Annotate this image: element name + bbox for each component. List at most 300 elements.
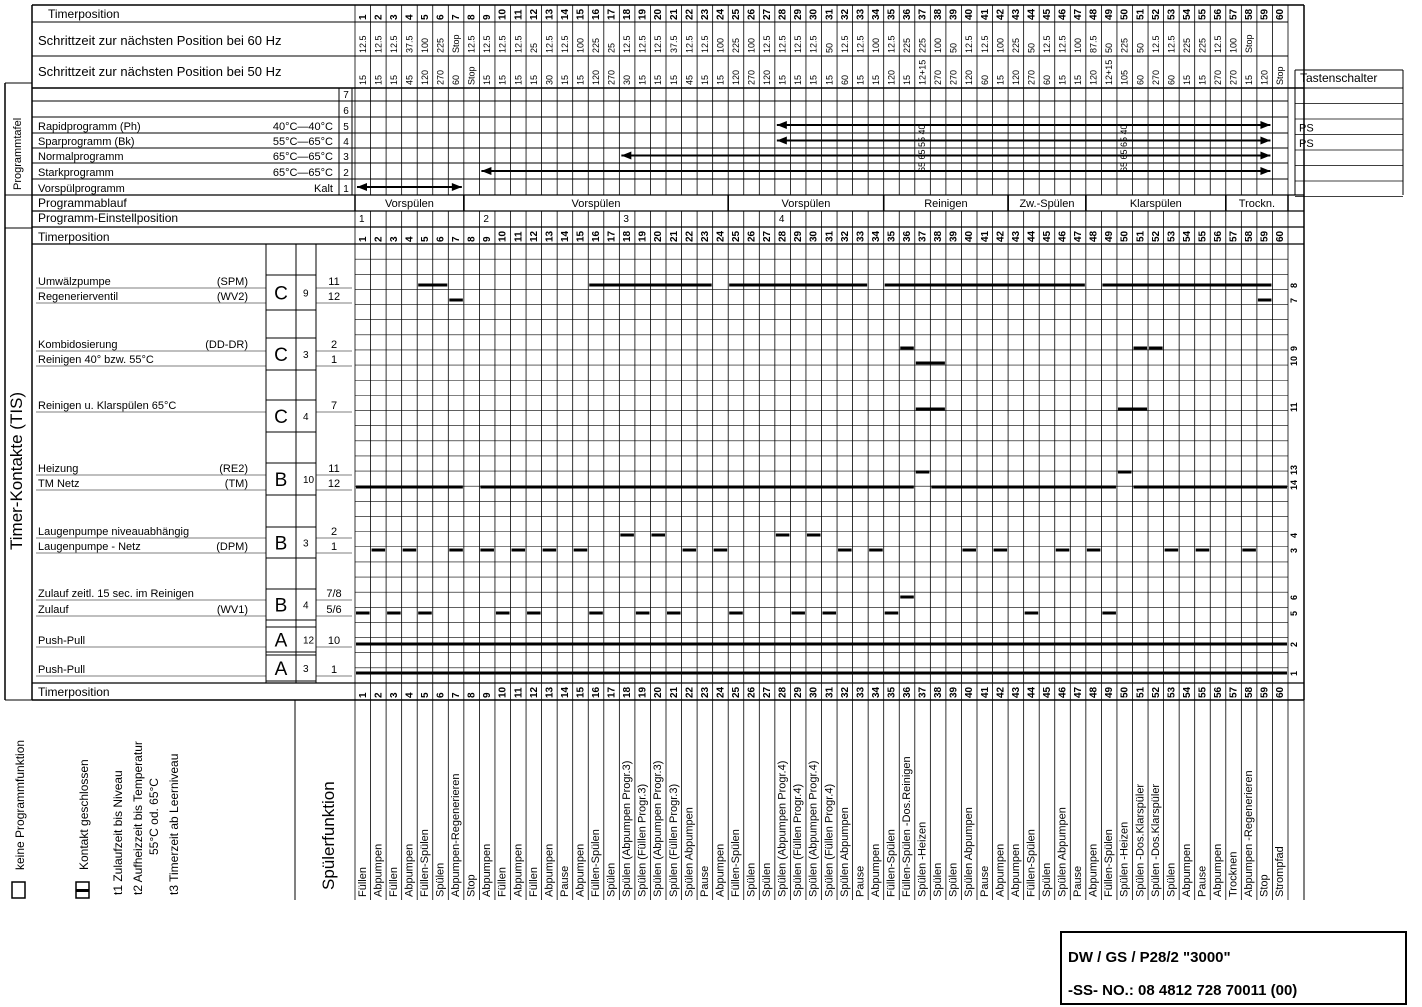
group-number: 4 <box>303 412 309 423</box>
timerposition-number: 17 <box>606 230 618 242</box>
timerposition-number: 1 <box>357 236 369 242</box>
program-name: Sparprogramm (Bk) <box>38 136 135 148</box>
step-60hz-value: 12.5 <box>777 35 788 53</box>
contact-number: 1 <box>330 354 338 366</box>
header-position-number: 18 <box>622 8 634 20</box>
header-position-number: 2 <box>373 14 385 20</box>
timerposition-number: 59 <box>1259 230 1271 242</box>
timerposition-mid-label: Timerposition <box>38 230 110 244</box>
contact-closed-bar <box>714 549 728 552</box>
timerposition-number: 36 <box>902 230 914 242</box>
header-position-number: 31 <box>824 8 836 20</box>
contact-code: (DPM) <box>216 541 248 553</box>
contact-number: 7/8 <box>326 588 342 600</box>
contact-closed-bar <box>403 549 417 552</box>
step-60hz-value: 12.5 <box>964 35 975 53</box>
strompfad-number: 10 <box>1289 355 1299 366</box>
step-50hz-value: 15 <box>528 74 539 85</box>
timerposition-bottom-number: 9 <box>482 692 494 698</box>
step-50hz-value: 15 <box>793 74 804 85</box>
step-60hz-value: 100 <box>1073 37 1084 53</box>
timerposition-bottom-number: 57 <box>1228 686 1240 698</box>
timerposition-number: 20 <box>653 230 665 242</box>
step-50hz-value: 15 <box>855 74 866 85</box>
timerposition-number: 47 <box>1073 230 1085 242</box>
function-label: Spülen Abpumpen <box>1056 807 1069 897</box>
step-60hz-value: 100 <box>419 37 430 53</box>
legend-t1: t1 Zulaufzeit bis Niveau <box>111 770 125 895</box>
timerposition-bottom-number: 20 <box>653 686 665 698</box>
header-position-number: 55 <box>1197 8 1209 20</box>
timerposition-bottom-number: 23 <box>699 686 711 698</box>
step-50hz-value: 120 <box>762 69 773 85</box>
timerposition-number: 58 <box>1244 230 1256 242</box>
arrow-head <box>777 137 787 145</box>
step-50hz-value: 120 <box>730 69 741 85</box>
function-label: Spülen (Füllen Progr.3) <box>667 783 680 897</box>
function-label: Füllen-Spülen <box>418 829 431 897</box>
program-temp: Kalt <box>314 183 333 195</box>
contact-name: Push-Pull <box>38 635 86 647</box>
header-position-number: 42 <box>995 8 1007 20</box>
step-60hz-value: 12.5 <box>699 35 710 53</box>
contact-closed-bar <box>1134 486 1288 489</box>
function-label: Abpumpen <box>1180 843 1193 897</box>
step-50hz-value: 15 <box>668 74 679 85</box>
contact-number: 10 <box>327 635 341 647</box>
timerposition-number: 29 <box>793 230 805 242</box>
timerposition-number: 57 <box>1228 230 1240 242</box>
contact-closed-bar <box>1149 347 1163 350</box>
step-50hz-value: 60 <box>1166 74 1177 85</box>
timerposition-bottom-number: 50 <box>1119 686 1131 698</box>
header-position-number: 37 <box>917 8 929 20</box>
step-60hz-value: 12.5 <box>1057 35 1068 53</box>
contact-closed-bar <box>1196 549 1210 552</box>
contact-closed-bar <box>667 612 681 615</box>
contact-closed-bar <box>869 549 883 552</box>
contact-number: 11 <box>328 276 340 288</box>
step-50hz-value: 270 <box>435 69 446 85</box>
function-label: Pause <box>698 865 711 897</box>
contact-closed-bar <box>418 612 432 615</box>
header-position-number: 35 <box>886 8 898 20</box>
step-50hz-value: 15 <box>870 74 881 85</box>
contact-closed-bar <box>729 612 743 615</box>
arrow-head <box>452 183 462 191</box>
function-label: Stop <box>1258 874 1271 897</box>
header-position-number: 44 <box>1026 8 1038 20</box>
step-50hz-value: 15 <box>357 74 368 85</box>
contact-number: 1 <box>330 541 338 553</box>
header-position-number: 38 <box>933 8 945 20</box>
header-position-number: 26 <box>746 8 758 20</box>
timerposition-number: 41 <box>979 230 991 242</box>
header-position-number: 12 <box>528 8 540 20</box>
contact-closed-bar <box>1165 549 1179 552</box>
doc-id-line2: -SS- NO.: 08 4812 728 70011 (00) <box>1068 982 1298 999</box>
step-50hz-value: 120 <box>1010 69 1021 85</box>
function-label: Abpumpen <box>403 843 416 897</box>
program-number: 6 <box>343 106 349 117</box>
arrow-temps: 65 65 55 40 <box>916 124 927 172</box>
header-position-number: 30 <box>808 8 820 20</box>
timerposition-bottom-number: 1 <box>357 692 369 698</box>
function-label: Spülen <box>947 862 960 897</box>
timerposition-number: 50 <box>1119 230 1131 242</box>
contact-closed-bar <box>1242 549 1256 552</box>
timerposition-number: 25 <box>730 230 742 242</box>
program-number: 4 <box>343 137 349 148</box>
contact-closed-bar <box>449 549 463 552</box>
timerposition-bottom-number: 16 <box>591 686 603 698</box>
step-50hz-value: 12+15 <box>1104 59 1115 85</box>
contact-name: Laugenpumpe niveauabhängig <box>38 526 190 538</box>
group-number: 12 <box>303 635 315 647</box>
timerposition-number: 37 <box>917 230 929 242</box>
arrow-head <box>357 183 367 191</box>
step-60hz-value: 225 <box>435 37 446 53</box>
header-position-number: 7 <box>451 14 463 20</box>
group-letter: A <box>274 630 288 652</box>
contact-name: Reinigen 40° bzw. 55°C <box>38 354 154 366</box>
timerposition-number: 44 <box>1026 230 1038 242</box>
group-letter: B <box>274 533 288 555</box>
timerposition-bottom-number: 24 <box>715 686 727 698</box>
timerposition-bottom-number: 42 <box>995 686 1007 698</box>
program-number: 7 <box>343 90 349 101</box>
timerposition-number: 8 <box>466 236 478 242</box>
timerposition-number: 52 <box>1150 230 1162 242</box>
contact-closed-bar <box>527 612 541 615</box>
header-position-number: 33 <box>855 8 867 20</box>
contact-closed-bar <box>916 408 945 411</box>
header-position-number: 16 <box>591 8 603 20</box>
step-50hz-value: 15 <box>497 74 508 85</box>
timerposition-bottom-number: 38 <box>933 686 945 698</box>
timerposition-number: 10 <box>497 230 509 242</box>
header-position-number: 36 <box>902 8 914 20</box>
function-label: Pause <box>1196 865 1209 897</box>
step-60hz-value: 100 <box>715 37 726 53</box>
step-50hz-value: 105 <box>1119 69 1130 85</box>
group-number: 10 <box>303 475 315 486</box>
group-letter: C <box>274 407 288 428</box>
contact-closed-bar <box>356 643 1287 646</box>
step-60hz-value: 225 <box>902 37 913 53</box>
header-position-number: 53 <box>1166 8 1178 20</box>
timerposition-bottom-number: 28 <box>777 686 789 698</box>
contact-name: Push-Pull <box>38 664 86 676</box>
timerposition-bottom-number: 15 <box>575 686 587 698</box>
group-letter: C <box>274 345 288 366</box>
step-50hz-value: 15 <box>1197 74 1208 85</box>
step-50hz-value: 15 <box>1181 74 1192 85</box>
contact-code: (WV2) <box>216 291 248 303</box>
contact-closed-bar <box>962 549 976 552</box>
function-label: Füllen <box>496 867 509 897</box>
step-60hz-value: Stop <box>451 34 462 53</box>
step-60hz-value: 225 <box>917 37 928 53</box>
timerposition-number: 6 <box>435 236 447 242</box>
header-position-number: 32 <box>839 8 851 20</box>
contact-closed-bar <box>900 596 914 599</box>
timerposition-number: 43 <box>1010 230 1022 242</box>
timerposition-bottom-number: 52 <box>1150 686 1162 698</box>
step-50hz-value: 15 <box>373 74 384 85</box>
timerposition-bottom-number: 25 <box>730 686 742 698</box>
labels <box>38 8 1314 897</box>
header-position-number: 50 <box>1119 8 1131 20</box>
header-position-number: 41 <box>979 8 991 20</box>
function-label: Strompfad <box>1274 846 1287 897</box>
timerposition-bottom-number: 3 <box>388 692 400 698</box>
strompfad-number: 8 <box>1289 282 1299 288</box>
header-position-number: 17 <box>606 8 618 20</box>
contact-closed-bar <box>823 612 837 615</box>
step-60hz-value: 12.5 <box>466 35 477 53</box>
step-50hz-value: Stop <box>466 66 477 85</box>
timerposition-bottom-number: 4 <box>404 692 416 698</box>
header-position-number: 40 <box>964 8 976 20</box>
step-50hz-value: 120 <box>419 69 430 85</box>
function-label: Füllen <box>387 867 400 897</box>
timerposition-bottom-number: 8 <box>466 692 478 698</box>
step-60hz-value: 12.5 <box>637 35 648 53</box>
arrow-head <box>1260 121 1270 129</box>
contact-code: (TM) <box>224 478 248 490</box>
step-60hz-value: 225 <box>1197 37 1208 53</box>
step-50hz-value: 15 <box>777 74 788 85</box>
function-label: Abpumpen <box>1212 843 1225 897</box>
function-label: Spülen (Abpumpen Progr.4) <box>776 760 789 897</box>
timerposition-bottom-number: 60 <box>1275 686 1287 698</box>
step-60hz-value: 12.5 <box>373 35 384 53</box>
function-label: Abpumpen <box>714 843 727 897</box>
contact-name: TM Netz <box>38 478 80 490</box>
step-60hz-label: Schrittzeit zur nächsten Position bei 60 Hz <box>38 33 282 48</box>
function-label: Spülen -Heizen <box>916 821 929 897</box>
step-50hz-value: 15 <box>995 74 1006 85</box>
header-position-number: 34 <box>870 8 882 20</box>
function-label: Füllen-Spülen <box>1025 829 1038 897</box>
header-position-number: 9 <box>482 14 494 20</box>
timerposition-bottom-number: 43 <box>1010 686 1022 698</box>
timerposition-bottom-number: 46 <box>1057 686 1069 698</box>
timerposition-bottom-number: 22 <box>684 686 696 698</box>
header-position-number: 51 <box>1135 8 1147 20</box>
function-label: Abpumpen <box>1009 843 1022 897</box>
header-position-number: 39 <box>948 8 960 20</box>
header-position-number: 5 <box>419 14 431 20</box>
contact-closed-bar <box>885 612 899 615</box>
header-position-number: 29 <box>793 8 805 20</box>
step-60hz-value: 100 <box>575 37 586 53</box>
group-number: 4 <box>303 600 309 612</box>
legend-empty-box <box>12 882 25 898</box>
step-60hz-value: 12.5 <box>559 35 570 53</box>
contact-closed-bar <box>418 284 447 287</box>
timerposition-bottom-number: 14 <box>559 686 571 698</box>
strompfad-number: 13 <box>1289 464 1299 475</box>
contact-closed-bar <box>838 549 852 552</box>
step-50hz-value: 270 <box>933 69 944 85</box>
program-number: 1 <box>343 184 349 195</box>
contact-number: 1 <box>330 664 338 676</box>
step-60hz-value: 50 <box>824 42 835 53</box>
group-letter: B <box>274 470 288 491</box>
step-50hz-value: 15 <box>902 74 913 85</box>
timerposition-bottom-number: 39 <box>948 686 960 698</box>
contact-closed-bar <box>1025 612 1039 615</box>
arrow-head <box>777 121 787 129</box>
step-60hz-value: 12.5 <box>653 35 664 53</box>
contact-name: Heizung <box>38 463 79 475</box>
step-60hz-value: 225 <box>1010 37 1021 53</box>
step-50hz-value: 15 <box>637 74 648 85</box>
header-position-number: 43 <box>1010 8 1022 20</box>
group-number: 9 <box>303 288 309 300</box>
function-label: Abpumpen <box>574 843 587 897</box>
contact-number: 11 <box>328 463 340 475</box>
step-50hz-value: 270 <box>1213 69 1224 85</box>
function-label: Abpumpen-Regenerieren <box>450 773 463 897</box>
step-60hz-value: 12.5 <box>979 35 990 53</box>
contact-name: Kombidosierung <box>38 339 118 351</box>
function-label: Pause <box>978 865 991 897</box>
function-label: Füllen-Spülen <box>729 829 742 897</box>
function-label: Spülen (Füllen Progr.3) <box>636 783 649 897</box>
timerposition-bottom-number: 59 <box>1259 686 1271 698</box>
header-position-number: 49 <box>1104 8 1116 20</box>
phase-name: Klarspülen <box>1129 198 1182 210</box>
contact-closed-bar <box>885 284 1085 287</box>
strompfad-number: 2 <box>1289 641 1299 647</box>
timerposition-bottom-number: 56 <box>1213 686 1225 698</box>
contact-closed-bar <box>729 284 867 287</box>
timerposition-number: 60 <box>1275 230 1287 242</box>
timerposition-bottom-number: 34 <box>870 686 882 698</box>
step-50hz-value: 60 <box>1135 74 1146 85</box>
timerposition-number: 32 <box>839 230 851 242</box>
program-name: Normalprogramm <box>38 151 124 163</box>
step-60hz-value: 12.5 <box>684 35 695 53</box>
function-label: Abpumpen <box>512 843 525 897</box>
timerposition-bottom-number: 7 <box>451 692 463 698</box>
contact-closed-bar <box>683 549 697 552</box>
step-60hz-value: 50 <box>1135 42 1146 53</box>
contact-code: (DD-DR) <box>205 339 248 351</box>
contact-closed-bar <box>807 534 821 537</box>
program-temp: 65°C—65°C <box>272 151 333 163</box>
function-label: Abpumpen <box>372 843 385 897</box>
contact-closed-bar <box>1258 299 1272 302</box>
group-letter: C <box>274 283 288 305</box>
function-label: Abpumpen <box>1087 843 1100 897</box>
arrow-head <box>1260 137 1270 145</box>
timerposition-bottom-number: 33 <box>855 686 867 698</box>
timerposition-number: 23 <box>699 230 711 242</box>
einstell-mark: 3 <box>623 214 629 225</box>
contact-closed-bar <box>356 672 1287 675</box>
contact-closed-bar <box>496 612 510 615</box>
timerposition-bottom-number: 21 <box>668 686 680 698</box>
contact-name: Zulauf zeitl. 15 sec. im Reinigen <box>38 588 194 600</box>
contact-closed-bar <box>1134 347 1148 350</box>
header-position-number: 21 <box>668 8 680 20</box>
function-label: Spülen Abpumpen <box>683 807 696 897</box>
step-60hz-value: 225 <box>730 37 741 53</box>
doc-id-line1: DW / GS / P28/2 "3000" <box>1068 949 1231 966</box>
timerposition-number: 2 <box>373 236 385 242</box>
header-position-number: 1 <box>357 14 369 20</box>
strompfad-number: 7 <box>1289 297 1299 303</box>
step-60hz-value: 12.5 <box>1213 35 1224 53</box>
step-50hz-value: 15 <box>699 74 710 85</box>
step-50hz-value: 15 <box>1244 74 1255 85</box>
function-label: Spülen (Abpumpen Progr.3) <box>652 760 665 897</box>
step-50hz-value: 15 <box>388 74 399 85</box>
timerposition-number: 15 <box>575 230 587 242</box>
program-number: 2 <box>343 168 349 179</box>
header-position-number: 56 <box>1213 8 1225 20</box>
step-60hz-value: 12.5 <box>855 35 866 53</box>
function-label: Abpumpen <box>543 843 556 897</box>
program-name: Vorspülprogramm <box>38 183 125 195</box>
timerposition-number: 55 <box>1197 230 1209 242</box>
legend-t3: t3 Timerzeit ab Leerniveau <box>167 753 181 895</box>
timerposition-bottom-number: 30 <box>808 686 820 698</box>
timerposition-number: 12 <box>528 230 540 242</box>
program-temp: 40°C—40°C <box>272 121 333 133</box>
program-temp: 65°C—65°C <box>272 167 333 179</box>
timerposition-bottom-number: 13 <box>544 686 556 698</box>
contact-number: 2 <box>330 526 338 538</box>
function-label: Füllen-Spülen <box>885 829 898 897</box>
function-label: Spülen Abpumpen <box>963 807 976 897</box>
grid-lines <box>5 5 1403 900</box>
header-position-number: 20 <box>653 8 665 20</box>
strompfad-number: 3 <box>1289 547 1299 553</box>
timerposition-number: 14 <box>559 230 571 242</box>
step-50hz-value: 120 <box>1088 69 1099 85</box>
strompfad-number: 6 <box>1289 594 1299 600</box>
function-label: Abpumpen -Regenerieren <box>1243 770 1256 897</box>
legend-t2: t2 Aufheizzeit bis Temperatur <box>131 741 145 895</box>
timerposition-number: 24 <box>715 230 727 242</box>
timerposition-number: 13 <box>544 230 556 242</box>
phase-name: Vorspülen <box>571 198 621 210</box>
legend-filled-bar <box>76 889 89 892</box>
step-50hz-value: 15 <box>482 74 493 85</box>
step-60hz-value: 12.5 <box>482 35 493 53</box>
header-position-number: 11 <box>513 9 525 20</box>
step-50hz-value: 15 <box>808 74 819 85</box>
spuelerfunktion-label: Spülerfunktion <box>319 781 338 890</box>
function-label: Spülen <box>1165 862 1178 897</box>
contact-name: Zulauf <box>38 604 69 616</box>
program-temp: 55°C—65°C <box>272 136 333 148</box>
step-50hz-value: 270 <box>1150 69 1161 85</box>
header-timerposition-label: Timerposition <box>48 7 120 21</box>
function-label: Spülen <box>1040 862 1053 897</box>
timerposition-number: 46 <box>1057 230 1069 242</box>
function-label: Füllen-Spülen <box>590 829 603 897</box>
header-position-number: 28 <box>777 8 789 20</box>
function-label: Spülen (Abpumpen Progr.3) <box>621 760 634 897</box>
step-60hz-value: 12.5 <box>544 35 555 53</box>
function-label: Pause <box>1072 865 1085 897</box>
